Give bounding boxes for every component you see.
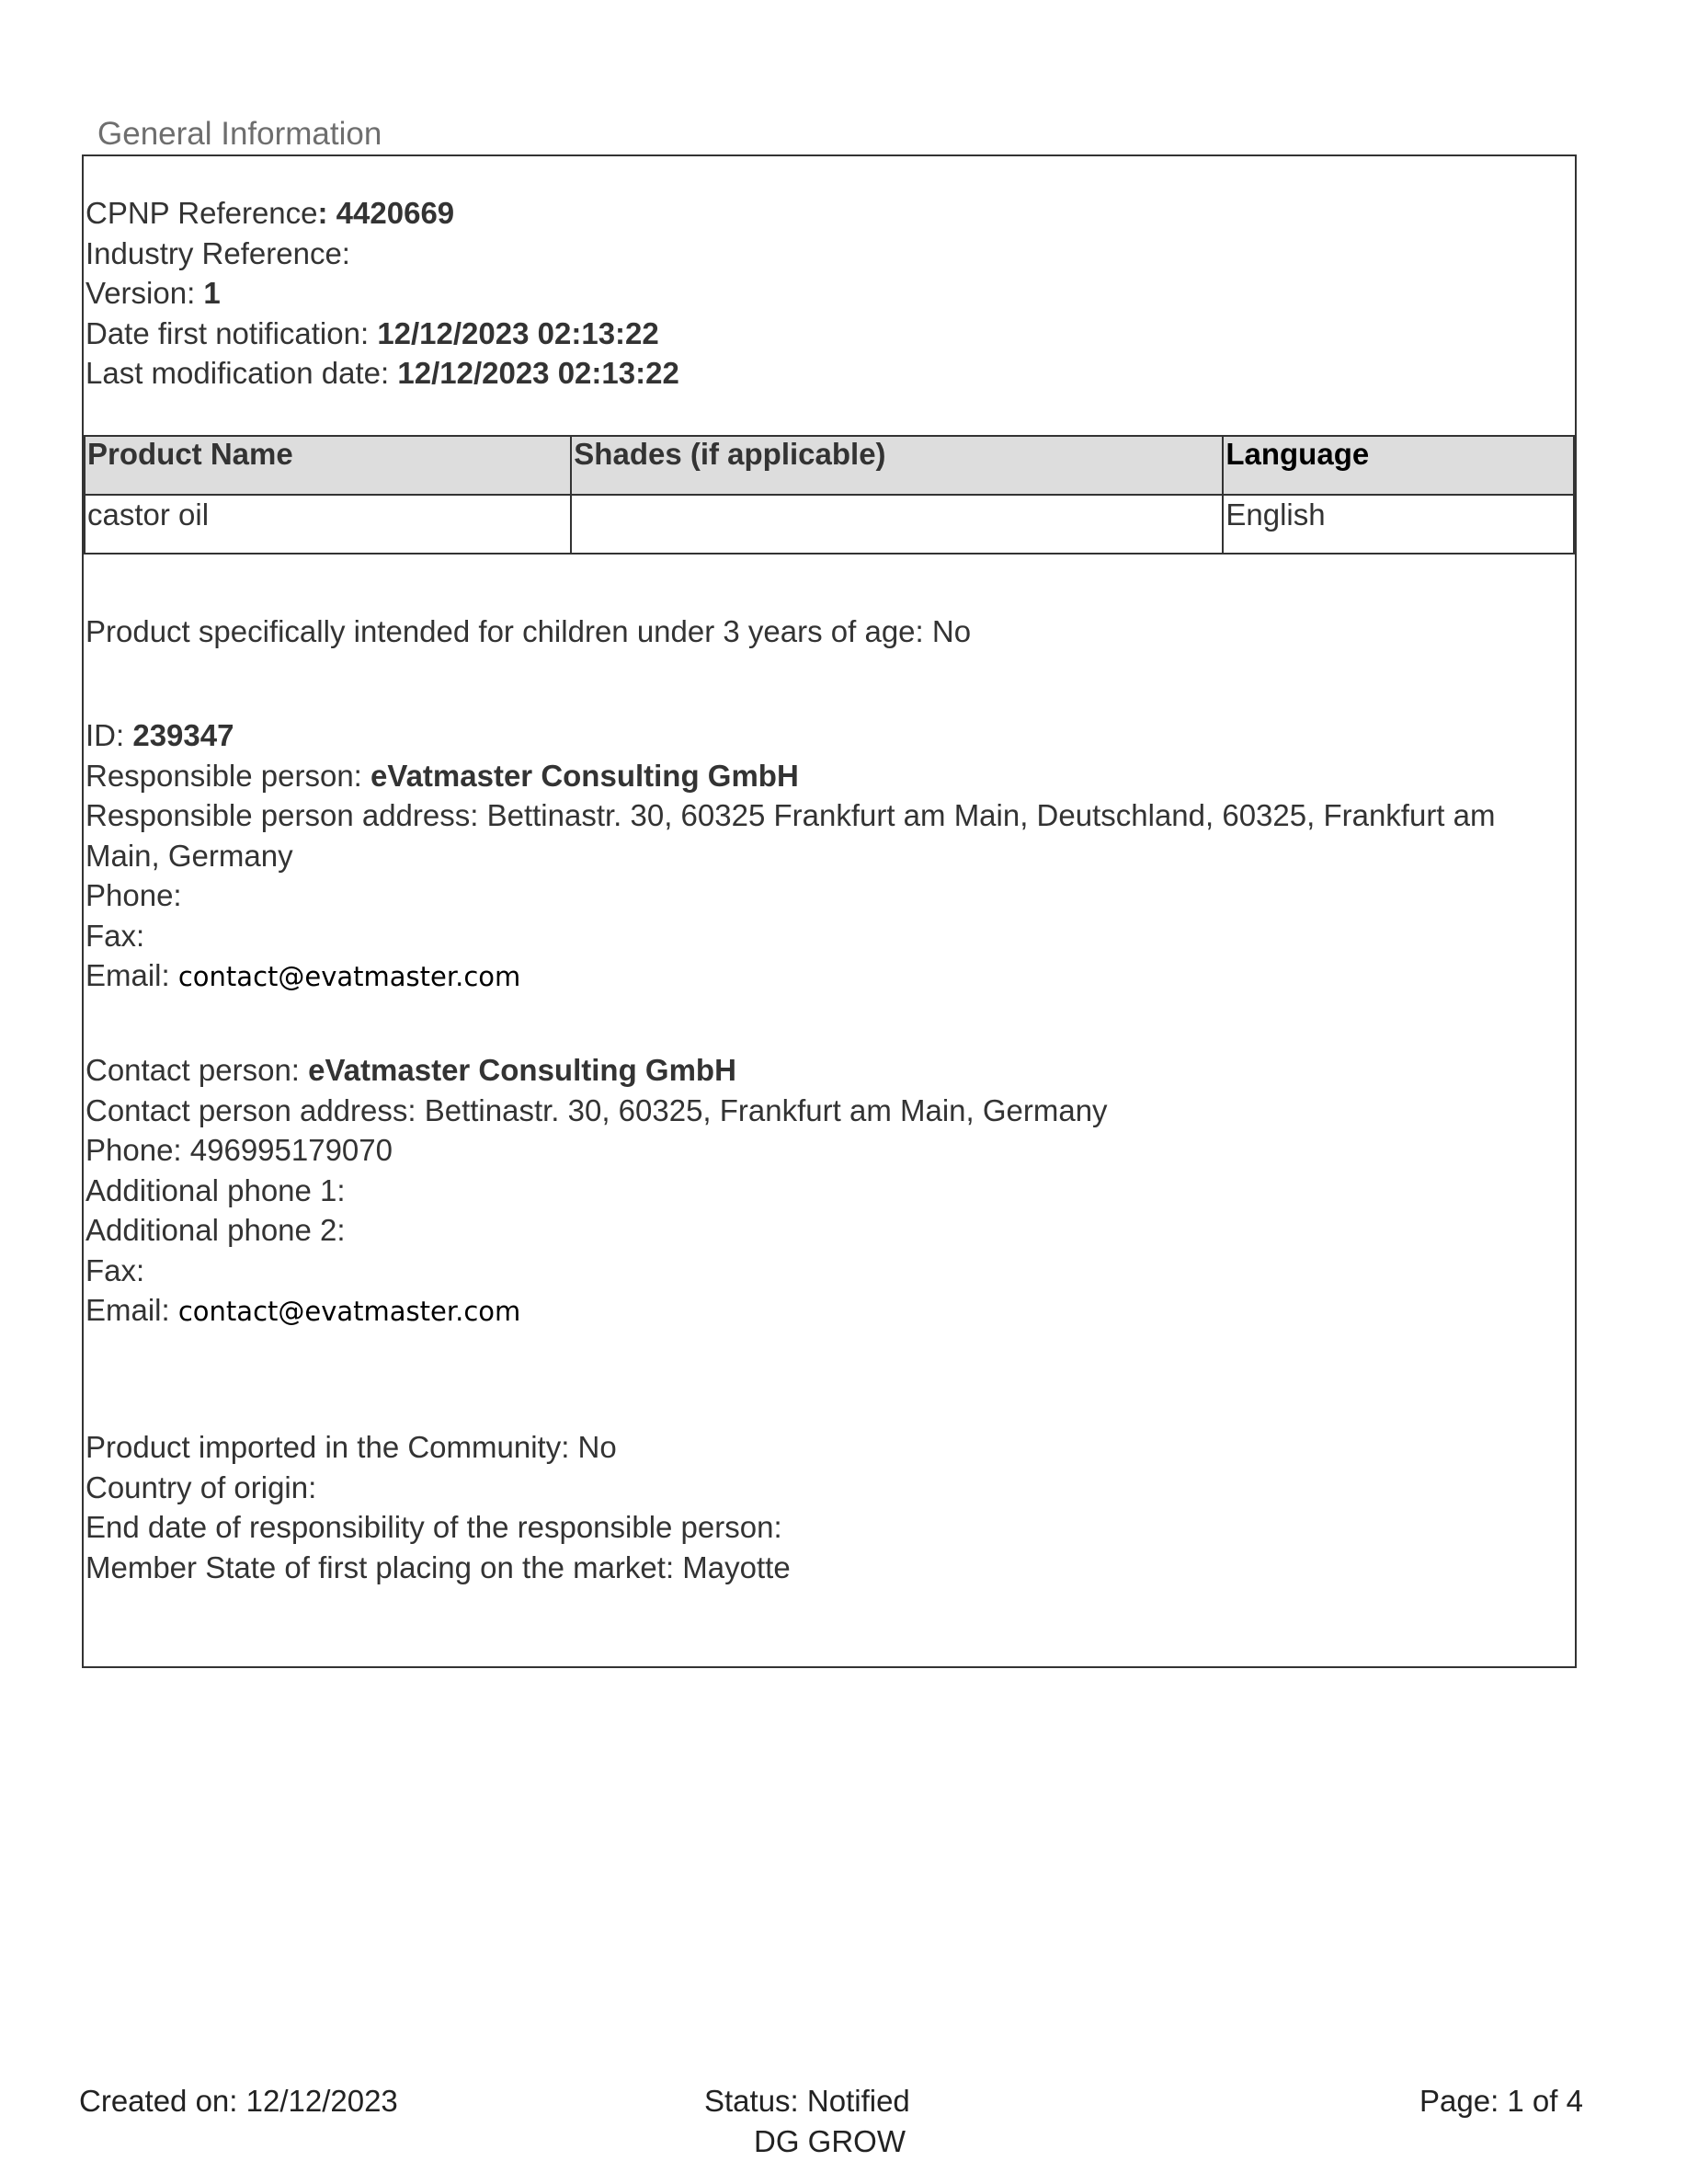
responsible-email-value: contact@evatmaster.com [177,961,521,992]
first-notification-label: Date first notification: [85,315,378,350]
last-modification-value: 12/12/2023 02:13:22 [397,356,679,390]
responsible-id-value: 239347 [132,718,234,752]
last-modification-label: Last modification date: [85,356,398,390]
cell-language: English [1223,495,1574,554]
children-block [85,612,971,652]
responsible-address-line: Responsible person address: Bettinastr. 30, 60325 Frankfurt am Main, Deutschland, 60325, Frankfurt am Main, Germany [85,798,1496,873]
market-block [85,1427,791,1587]
contact-phone-line: Phone: 496995179070 [85,1133,393,1167]
general-reference-block [85,193,679,394]
contact-fax-line: Fax: [85,1252,145,1287]
column-header-product-name: Product Name [85,436,571,495]
cpnp-reference-value: : 4420669 [317,196,455,230]
contact-additional-phone-2-line: Additional phone 2: [85,1213,346,1247]
responsible-person-label: Responsible person: [85,758,371,793]
version-line [85,273,679,314]
products-table [84,435,1575,555]
contact-email-line [85,1290,1108,1332]
footer-status: Status: Notified [704,2084,910,2118]
responsible-person-line [85,756,1556,796]
cpnp-reference-line [85,193,679,234]
end-date-line: End date of responsibility of the responsible person: [85,1510,782,1544]
contact-email-value: contact@evatmaster.com [177,1296,521,1327]
footer-created-on: Created on: 12/12/2023 [79,2084,398,2118]
industry-reference-line: Industry Reference: [85,235,350,270]
cpnp-reference-label: CPNP Reference [85,196,318,230]
first-notification-value: 12/12/2023 02:13:22 [377,315,659,350]
contact-address-line: Contact person address: Bettinastr. 30, 60325, Frankfurt am Main, Germany [85,1092,1108,1127]
contact-additional-phone-1-line: Additional phone 1: [85,1172,346,1207]
responsible-email-label: Email: [85,958,178,992]
section-title: General Information [97,116,382,152]
responsible-person-value: eVatmaster Consulting GmbH [370,758,799,793]
responsible-phone-line: Phone: [85,878,182,912]
table-row [85,495,1574,554]
contact-person-label: Contact person: [85,1053,309,1087]
responsible-fax-line: Fax: [85,918,145,953]
column-header-language: Language [1223,436,1574,495]
contact-person-block [85,1050,1108,1332]
cell-product-name: castor oil [85,495,571,554]
imported-line: Product imported in the Community: No [85,1430,617,1464]
responsible-id-line [85,715,1556,756]
contact-person-line [85,1050,1108,1091]
contact-person-value: eVatmaster Consulting GmbH [308,1053,736,1087]
products-table-header-row [85,436,1574,495]
contact-email-label: Email: [85,1293,178,1327]
version-value: 1 [203,276,221,310]
responsible-person-block [85,715,1556,998]
responsible-id-label: ID: [85,718,133,752]
last-modification-line [85,353,679,394]
footer-dg: DG GROW [754,2124,906,2158]
footer-page-number: Page: 1 of 4 [1419,2084,1583,2118]
country-origin-line: Country of origin: [85,1469,317,1504]
children-under-3-line: Product specifically intended for children under 3 years of age: No [85,614,972,648]
member-state-line: Member State of first placing on the market: Mayotte [85,1549,791,1584]
first-notification-line [85,314,679,354]
column-header-shades: Shades (if applicable) [571,436,1223,495]
cell-shades [571,495,1223,554]
version-label: Version: [85,276,204,310]
responsible-email-line [85,955,1556,998]
